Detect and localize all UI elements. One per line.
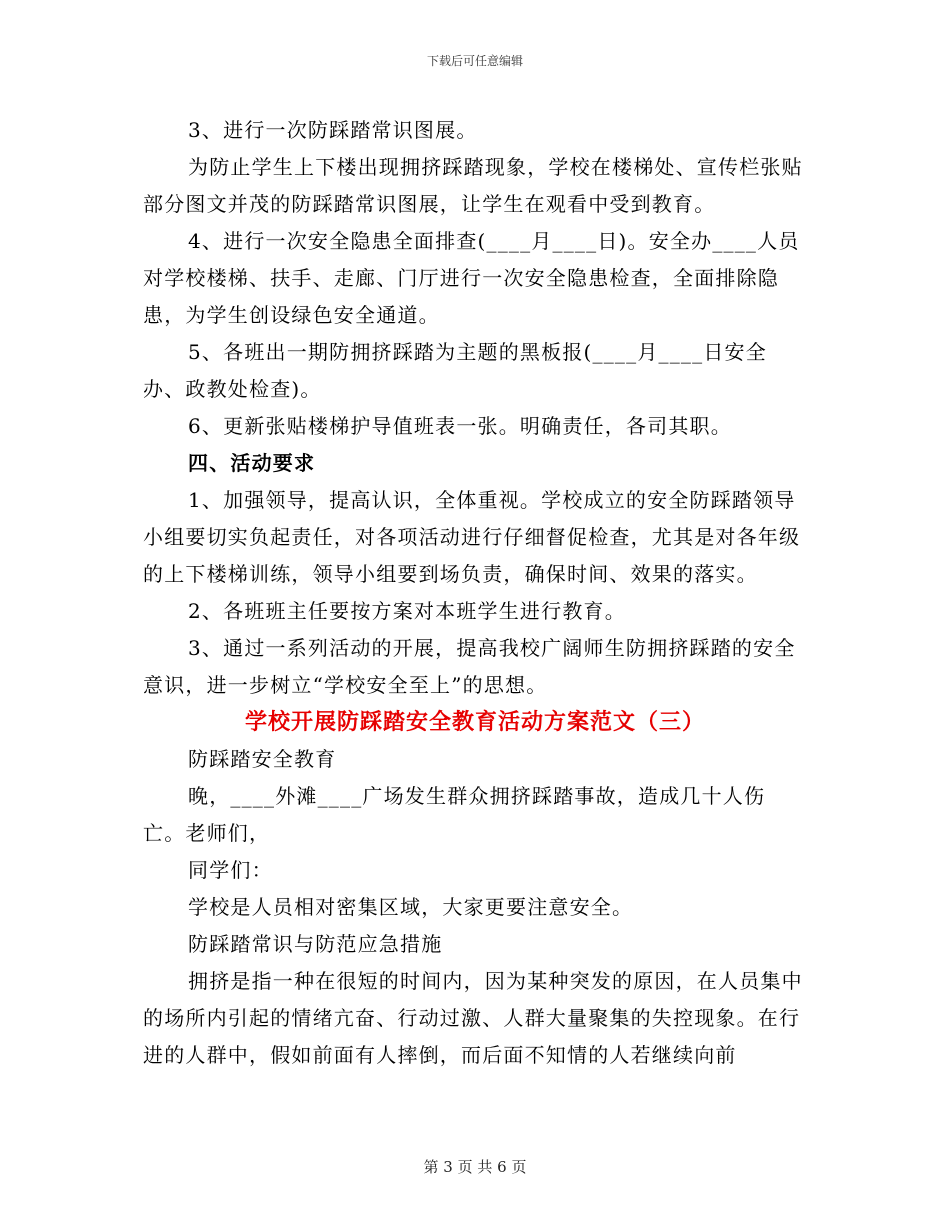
paragraph: 晚，____外滩____广场发生群众拥挤踩踏事故，造成几十人伤亡。老师们， xyxy=(143,784,766,845)
page-footer: 第 3 页 共 6 页 xyxy=(423,1158,527,1176)
paragraph: 4、进行一次安全隐患全面排查(____月____日)。安全办____人员对学校楼梯、扶手、走廊、门厅进行一次安全隐患检查，全面排除隐患，为学生创设绿色安全通道。 xyxy=(143,229,800,327)
paragraph: 2、各班班主任要按方案对本班学生进行教育。 xyxy=(188,599,626,623)
paragraph: 学校是人员相对密集区域，大家更要注意安全。 xyxy=(188,895,634,919)
paragraph: 拥挤是指一种在很短的时间内，因为某种突发的原因，在人员集中的场所内引起的情绪亢奋、行动过激、人群大量聚集的失控现象。在行进的人群中，假如前面有人摔倒，而后面不知情的人若继续向前 xyxy=(143,969,803,1067)
paragraph: 3、进行一次防踩踏常识图展。 xyxy=(188,118,478,142)
document-body xyxy=(143,112,807,1074)
document-title: 学校开展防踩踏安全教育活动方案范文（三） xyxy=(244,709,705,735)
paragraph: 防踩踏安全教育 xyxy=(188,747,337,771)
section-heading: 四、活动要求 xyxy=(188,451,316,475)
page-header: 下载后可任意编辑 xyxy=(426,54,523,68)
paragraph: 3、通过一系列活动的开展，提高我校广阔师生防拥挤踩踏的安全意识，进一步树立“学校安全至上”的思想。 xyxy=(143,636,796,697)
paragraph: 1、加强领导，提高认识，全体重视。学校成立的安全防踩踏领导小组要切实负起责任，对各项活动进行仔细督促检查，尤其是对各年级的上下楼梯训练，领导小组要到场负责，确保时间、效果的落实。 xyxy=(143,488,801,586)
paragraph: 6、更新张贴楼梯护导值班表一张。明确责任，各司其职。 xyxy=(188,414,732,438)
paragraph: 防踩踏常识与防范应急措施 xyxy=(188,932,443,956)
paragraph: 为防止学生上下楼出现拥挤踩踏现象，学校在楼梯处、宣传栏张贴部分图文并茂的防踩踏常识图展，让学生在观看中受到教育。 xyxy=(143,155,803,216)
paragraph: 同学们： xyxy=(188,858,273,882)
paragraph: 5、各班出一期防拥挤踩踏为主题的黑板报(____月____日安全办、政教处检查)。 xyxy=(143,340,767,401)
